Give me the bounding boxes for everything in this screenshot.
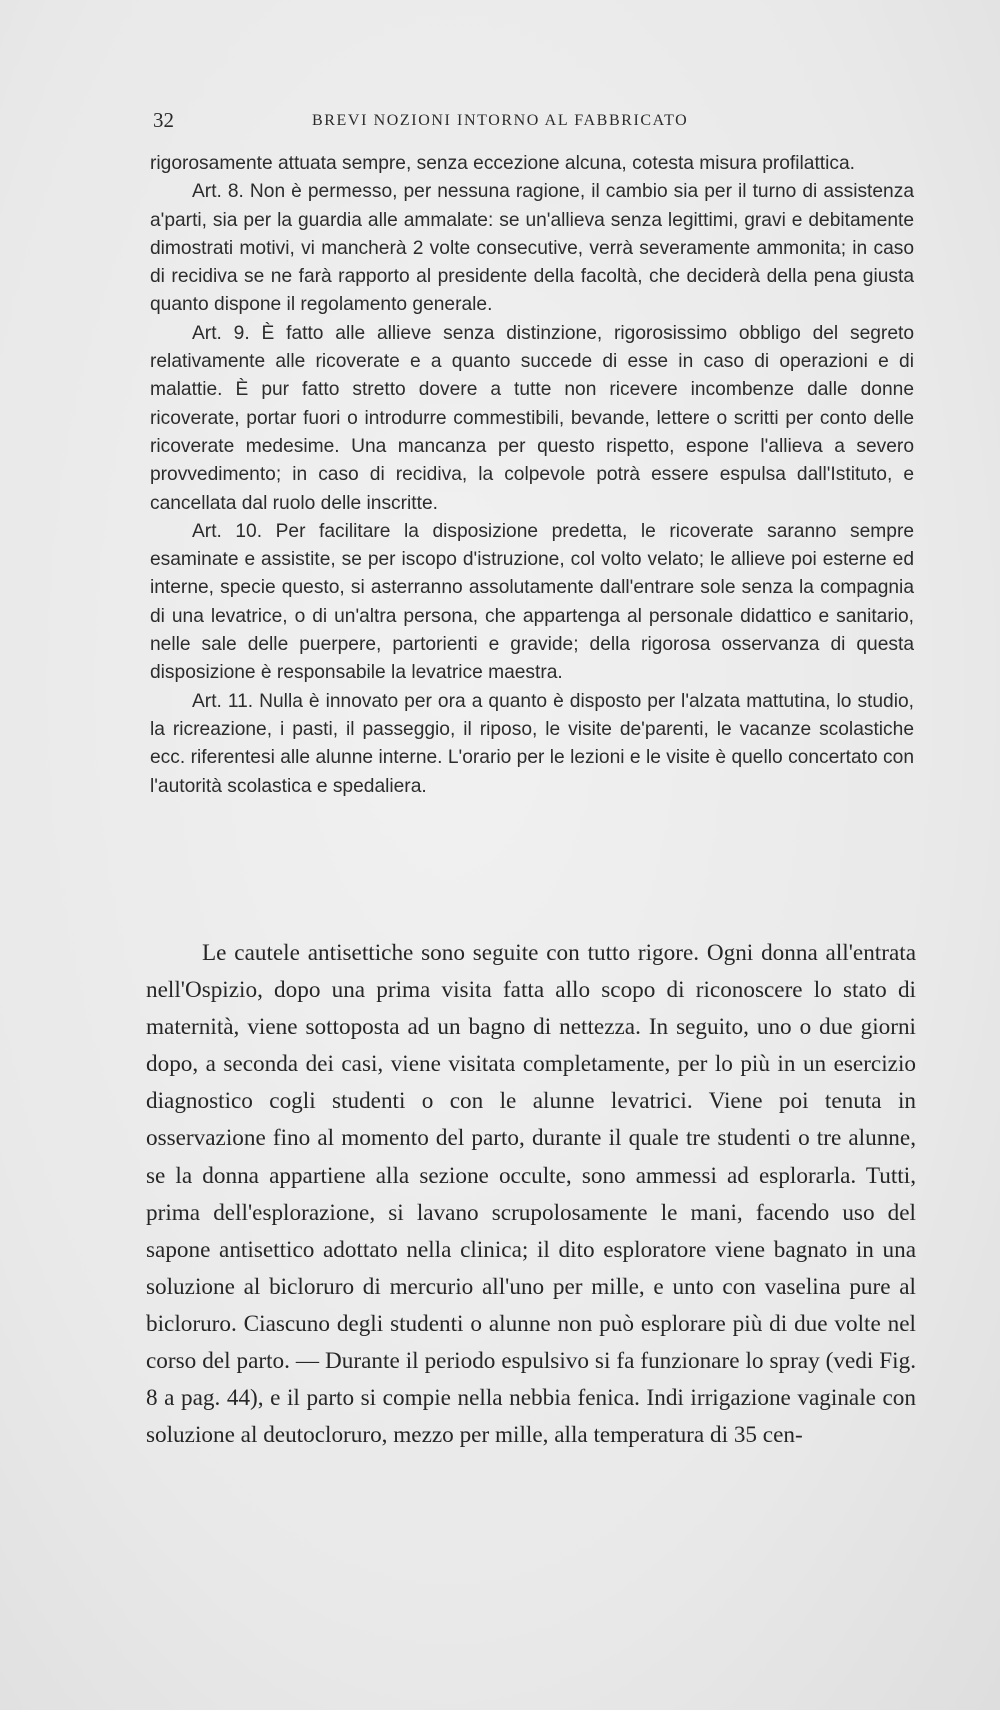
regulations-section xyxy=(150,150,914,801)
page-header xyxy=(153,108,913,138)
regulation-continuation: rigorosamente attuata sempre, senza eccezione alcuna, cotesta misura profilattica. xyxy=(150,153,855,174)
regulation-art-9: Art. 9. È fatto alle allieve senza distinzione, rigorosissimo obbligo del segreto relativamente alle ricoverate e a quanto succede di esse in caso di operazioni e di malattie. È pur fatto stretto dovere a tutte non ricevere incombenze dalle donne ricoverate, portar fuori o introdurre commestibili, bevande, lettere o scritti per conto delle ricoverate medesime. Una mancanza per questo rispetto, espone l'allieva a severo provvedimento; in caso di recidiva, la colpevole potrà essere espulsa dall'Istituto, e cancellata dal ruolo delle inscritte. xyxy=(150,322,914,514)
regulation-art-10: Art. 10. Per facilitare la disposizione predetta, le ricoverate saranno sempre esaminate e assistite, se per iscopo d'istruzione, col volto velato; le allieve poi esterne ed interne, specie questo, si asterranno assolutamente dall'entrare sole senza la compagnia di una levatrice, o di un'altra persona, che appartenga al personale didattico e sanitario, nelle sale delle puerpere, partorienti e gravide; della rigorosa osservanza di questa disposizione è responsabile la levatrice maestra. xyxy=(150,520,914,684)
antisepsis-section xyxy=(146,935,916,1454)
regulation-art-8: Art. 8. Non è permesso, per nessuna ragione, il cambio sia per il turno di assistenza a'parti, sia per la guardia alle ammalate: se un'allieva senza legittimi, gravi e debitamente dimostrati motivi, vi mancherà 2 volte consecutive, verrà severamente ammonita; in caso di recidiva se ne farà rapporto al presidente della facoltà, che deciderà della pena giusta quanto dispone il regolamento generale. xyxy=(150,181,914,316)
body-paragraph: Le cautele antisettiche sono seguite con tutto rigore. Ogni donna all'entrata nell'Ospizio, dopo una prima visita fatta allo scopo di riconoscere lo stato di maternità, viene sottoposta ad un bagno di nettezza. In seguito, uno o due giorni dopo, a seconda dei casi, viene visitata completamente, per lo più in un esercizio diagnostico cogli studenti o con le alunne levatrici. Viene poi tenuta in osservazione fino al momento del parto, durante il quale tre studenti o tre alunne, se la donna appartiene alla sezione occulte, sono ammessi ad esplorarla. Tutti, prima dell'esplorazione, si lavano scrupolosamente le mani, facendo uso del sapone antisettico adottato nella clinica; il dito esploratore viene bagnato in una soluzione al bicloruro di mercurio all'uno per mille, e unto con vaselina pure al bicloruro. Ciascuno degli studenti o alunne non può esplorare più di due volte nel corso del parto. — Durante il periodo espulsivo si fa funzionare lo spray (vedi Fig. 8 a pag. 44), e il parto si compie nella nebbia fenica. Indi irrigazione vaginale con soluzione al deutocloruro, mezzo per mille, alla temperatura di 35 cen- xyxy=(146,940,916,1449)
page-number: 32 xyxy=(153,108,174,132)
running-title: BREVI NOZIONI INTORNO AL FABBRICATO xyxy=(312,112,689,129)
regulation-art-11: Art. 11. Nulla è innovato per ora a quanto è disposto per l'alzata mattutina, lo studio, la ricreazione, i pasti, il passeggio, il riposo, le visite de'parenti, le vacanze scolastiche ecc. riferentesi alle alunne interne. L'orario per le lezioni e le visite è quello concertato con l'autorità scolastica e spedaliera. xyxy=(150,690,914,797)
